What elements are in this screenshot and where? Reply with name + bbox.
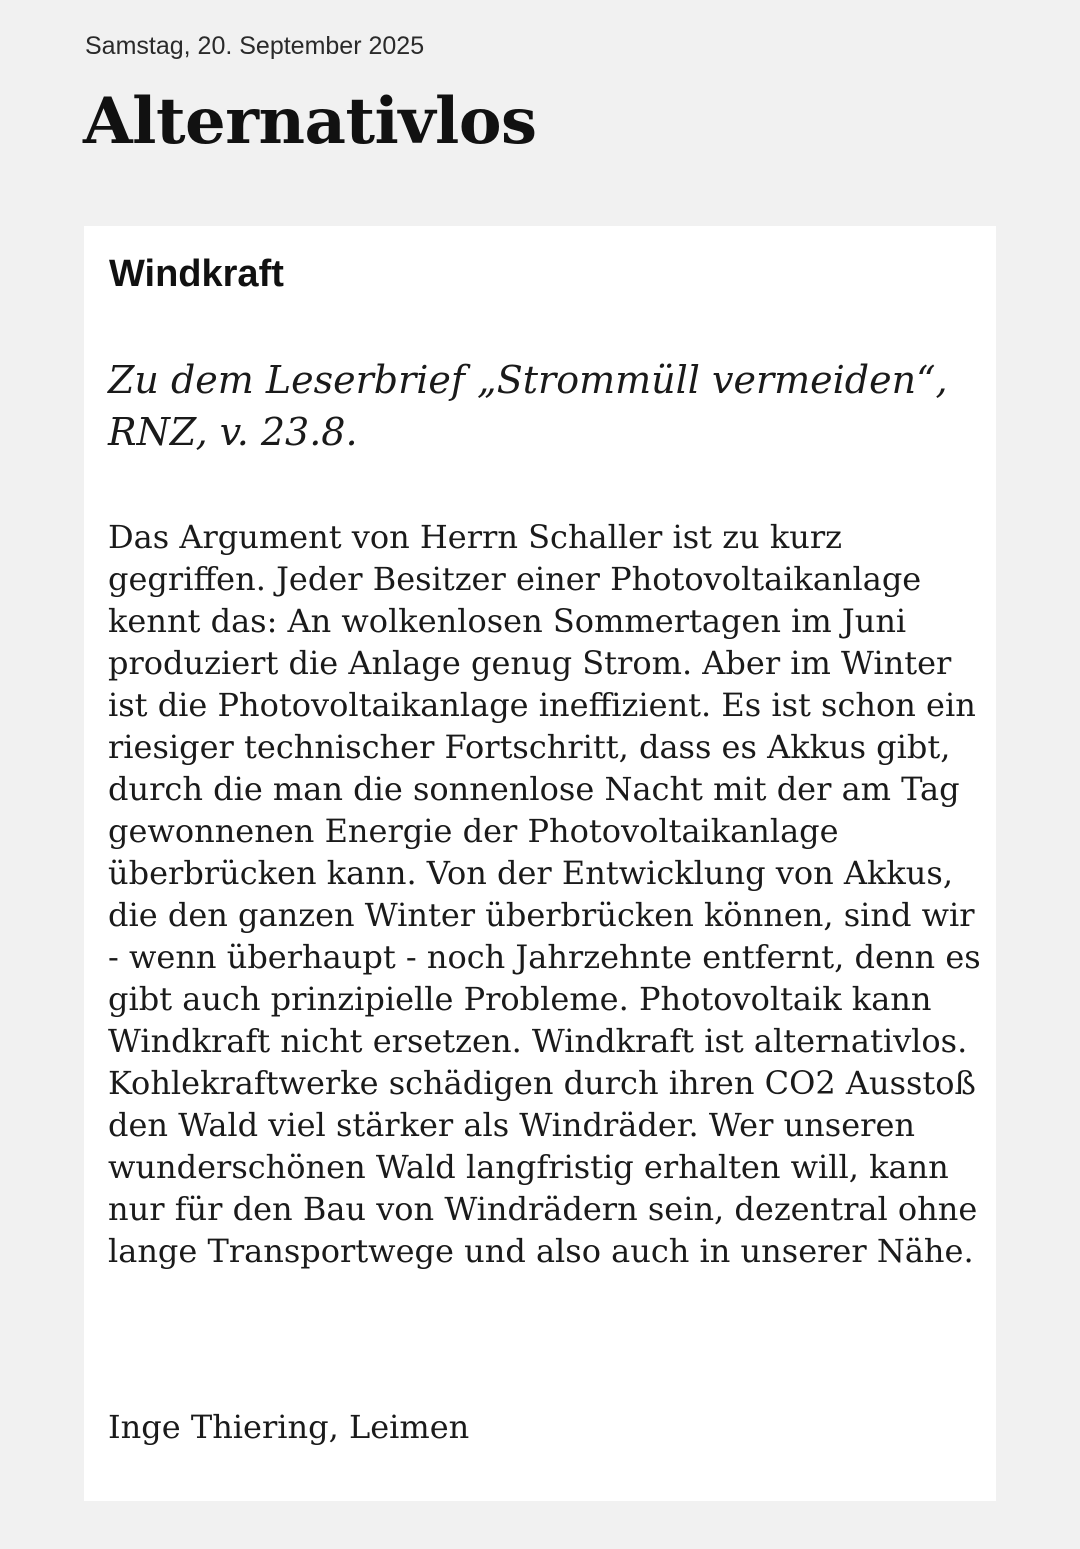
article-body: Das Argument von Herrn Schaller ist zu kurz gegriffen. Jeder Besitzer einer Photovoltaikanlage kennt das: An wolkenlosen Sommertagen im Juni produziert die Anlage genug Strom. Aber im Winter ist die Photovoltaikanlage ineffizient. Es ist schon ein riesiger technischer Fortschritt, dass es Akkus gibt, durch die man die sonnenlose Nacht mit der am Tag gewonnenen Energie der Photovoltaikanlage überbrücken kann. Von der Entwicklung von Akkus, die den ganzen Winter überbrücken können, sind wir - wenn überhaupt - noch Jahrzehnte entfernt, denn es gibt auch prinzipielle Probleme. Photovoltaik kann Windkraft nicht ersetzen. Windkraft ist alternativlos. Kohlekraftwerke schädigen durch ihren CO2 Ausstoß den Wald viel stärker als Windräder. Wer unseren wunderschönen Wald langfristig erhalten will, kann nur für den Bau von Windrädern sein, dezentral ohne lange Transportwege und also auch in unserer Nähe.: [108, 518, 981, 1270]
page-title: Alternativlos: [83, 84, 537, 159]
article-author: Inge Thiering, Leimen: [108, 1408, 470, 1446]
publication-date: Samstag, 20. September 2025: [85, 32, 425, 60]
article-subtitle: Zu dem Leserbrief „Strommüll vermeiden“, RNZ, v. 23.8.: [108, 358, 948, 454]
article-card: [84, 226, 996, 1501]
section-label: Windkraft: [109, 253, 284, 295]
